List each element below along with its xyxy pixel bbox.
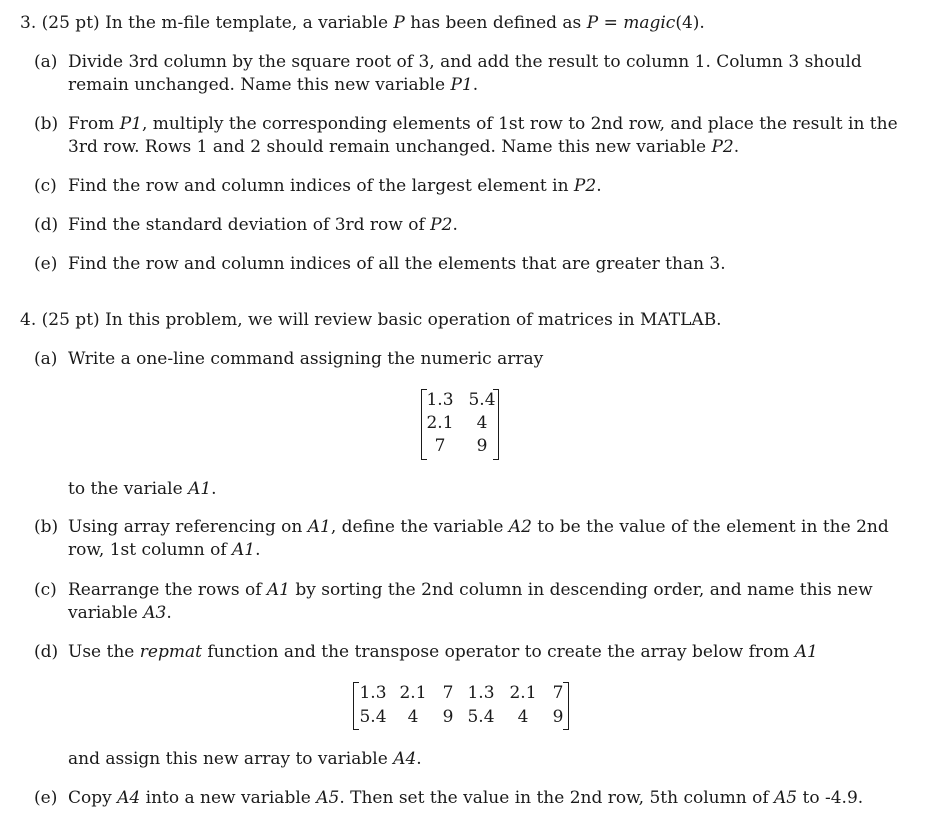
variable: A4 bbox=[117, 788, 141, 808]
variable: P bbox=[393, 13, 405, 33]
part-text: row, 1st column of A1. bbox=[68, 540, 261, 560]
function-name: repmat bbox=[139, 642, 202, 662]
variable: P2 bbox=[430, 215, 453, 235]
variable: P1 bbox=[450, 75, 473, 95]
function-name: magic bbox=[623, 13, 676, 33]
matrix-cell: 2.1 bbox=[509, 683, 537, 703]
part-text: Divide 3rd column by the square root of 3, and add the result to column 1. Column 3 should bbox=[68, 52, 862, 72]
variable: A5 bbox=[316, 788, 340, 808]
part-label: (a) bbox=[34, 349, 58, 369]
problem-intro: In the m-file template, a variable bbox=[105, 13, 389, 33]
matrix-cell: 2.1 bbox=[399, 683, 427, 703]
variable: A1 bbox=[266, 580, 290, 600]
part-text: 3rd row. Rows 1 and 2 should remain unchanged. Name this new variable P2. bbox=[68, 137, 740, 157]
part-text: Copy A4 into a new variable A5. Then set the value in the 2nd row, 5th column of A5 to -4.9. bbox=[68, 788, 864, 808]
part-text: to the variale A1. bbox=[68, 479, 217, 499]
variable: A1 bbox=[794, 642, 818, 662]
matrix-cell: 7 bbox=[434, 436, 446, 456]
part-label: (c) bbox=[34, 176, 57, 196]
part-label: (d) bbox=[34, 642, 59, 662]
matrix-a4 bbox=[353, 682, 569, 730]
part-text: and assign this new array to variable A4. bbox=[68, 749, 422, 769]
part-label: (a) bbox=[34, 52, 58, 72]
part-label: (e) bbox=[34, 254, 58, 274]
variable: A2 bbox=[508, 517, 532, 537]
problem-number: 3. bbox=[20, 13, 37, 33]
part-text: Write a one-line command assigning the numeric array bbox=[68, 349, 544, 369]
part-text: Find the standard deviation of 3rd row of P2. bbox=[68, 215, 458, 235]
part-label: (b) bbox=[34, 517, 59, 537]
problem-points: (25 pt) bbox=[41, 310, 100, 330]
variable: A4 bbox=[393, 749, 417, 769]
variable: P1 bbox=[119, 114, 142, 134]
part-text: Find the row and column indices of the largest element in P2. bbox=[68, 176, 602, 196]
matrix-cell: 1.3 bbox=[426, 390, 454, 410]
matrix-cell: 5.4 bbox=[468, 390, 496, 410]
matrix-cell: 7 bbox=[442, 683, 454, 703]
matrix-cell: 4 bbox=[407, 707, 419, 727]
problem-intro: In this problem, we will review basic operation of matrices in MATLAB. bbox=[105, 310, 722, 330]
matrix-a1 bbox=[421, 389, 499, 460]
part-label: (c) bbox=[34, 580, 57, 600]
matrix-cell: 9 bbox=[442, 707, 454, 727]
variable: A5 bbox=[774, 788, 798, 808]
matrix-cell: 9 bbox=[476, 436, 488, 456]
matrix-cell: 5.4 bbox=[359, 707, 387, 727]
problem-4-header bbox=[20, 309, 722, 332]
variable: P2 bbox=[573, 176, 597, 196]
matrix-cell: 7 bbox=[552, 683, 564, 703]
part-text: Using array referencing on A1, define the variable A2 to be the value of the element in the 2nd bbox=[68, 517, 889, 537]
matrix-cell: 1.3 bbox=[359, 683, 387, 703]
problem-points: (25 pt) bbox=[41, 13, 100, 33]
part-text: Use the repmat function and the transpose operator to create the array below from A1 bbox=[68, 642, 818, 662]
problem-intro: has been defined as bbox=[410, 13, 582, 33]
problem-number: 4. bbox=[20, 310, 37, 330]
variable: A1 bbox=[232, 540, 256, 560]
variable: A3 bbox=[143, 603, 167, 623]
matrix-cell: 9 bbox=[552, 707, 564, 727]
part-text: From P1, multiply the corresponding elements of 1st row to 2nd row, and place the result in the bbox=[68, 114, 898, 134]
part-text: remain unchanged. Name this new variable P1. bbox=[68, 75, 479, 95]
equals-sign: = bbox=[603, 13, 618, 33]
matrix-cell: 4 bbox=[517, 707, 529, 727]
part-label: (d) bbox=[34, 215, 59, 235]
variable: P bbox=[586, 13, 599, 33]
part-text: Rearrange the rows of A1 by sorting the 2nd column in descending order, and name this new bbox=[68, 580, 873, 600]
variable: P2 bbox=[711, 137, 734, 157]
part-label: (b) bbox=[34, 114, 59, 134]
variable: A1 bbox=[188, 479, 212, 499]
function-arg: (4). bbox=[675, 13, 705, 33]
part-label: (e) bbox=[34, 788, 58, 808]
matrix-cell: 4 bbox=[476, 413, 488, 433]
part-text: variable A3. bbox=[68, 603, 172, 623]
matrix-cell: 1.3 bbox=[467, 683, 495, 703]
matrix-cell: 5.4 bbox=[467, 707, 495, 727]
problem-3-header bbox=[20, 12, 705, 35]
part-text: Find the row and column indices of all the elements that are greater than 3. bbox=[68, 254, 726, 274]
matrix-cell: 2.1 bbox=[426, 413, 454, 433]
variable: A1 bbox=[307, 517, 331, 537]
